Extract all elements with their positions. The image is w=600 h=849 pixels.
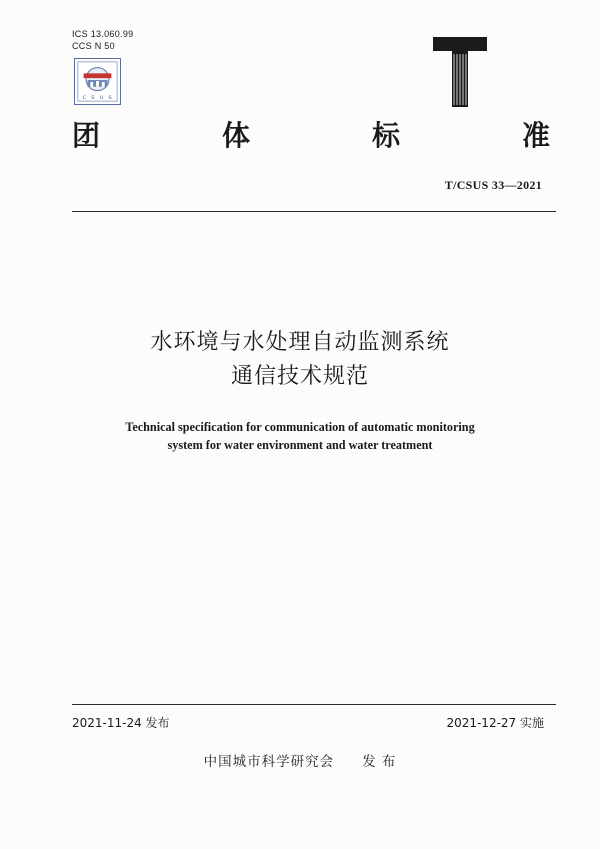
standard-type-char: 准	[521, 119, 550, 152]
csus-emblem-icon	[74, 58, 121, 105]
bottom-divider	[72, 704, 556, 705]
ccs-code: CCS N 50	[72, 41, 115, 51]
publisher-line	[0, 750, 600, 770]
logo-letter-s2: S	[108, 96, 112, 102]
chinese-title-line-1: 水环境与水处理自动监测系统	[150, 330, 450, 355]
english-title-line-1: Technical specification for communication of automatic monitoring	[125, 420, 475, 434]
publisher-action: 发 布	[362, 754, 397, 770]
standard-type-char: 标	[371, 119, 400, 152]
logo-letter-s1: S	[91, 96, 95, 102]
classification-codes	[72, 28, 133, 52]
chinese-title-line-2: 通信技术规范	[230, 364, 369, 389]
implement-date: 2021-12-27 实施	[446, 716, 544, 730]
logo-letter-c: C	[82, 96, 86, 102]
standard-number: T/CSUS 33—2021	[444, 178, 542, 192]
english-title	[0, 418, 600, 454]
standard-type-heading	[72, 116, 550, 156]
logo-letter-u: U	[99, 96, 104, 102]
ics-code: ICS 13.060.99	[72, 29, 134, 39]
top-divider	[72, 211, 556, 212]
chinese-title	[0, 326, 600, 394]
standard-type-char: 团	[72, 119, 101, 152]
publisher-name: 中国城市科学研究会	[203, 754, 335, 770]
standard-type-char: 体	[221, 119, 250, 152]
english-title-line-2: system for water environment and water treatment	[167, 438, 433, 452]
publish-date: 2021-11-24 发布	[72, 716, 170, 730]
group-standard-t-mark	[433, 37, 487, 107]
